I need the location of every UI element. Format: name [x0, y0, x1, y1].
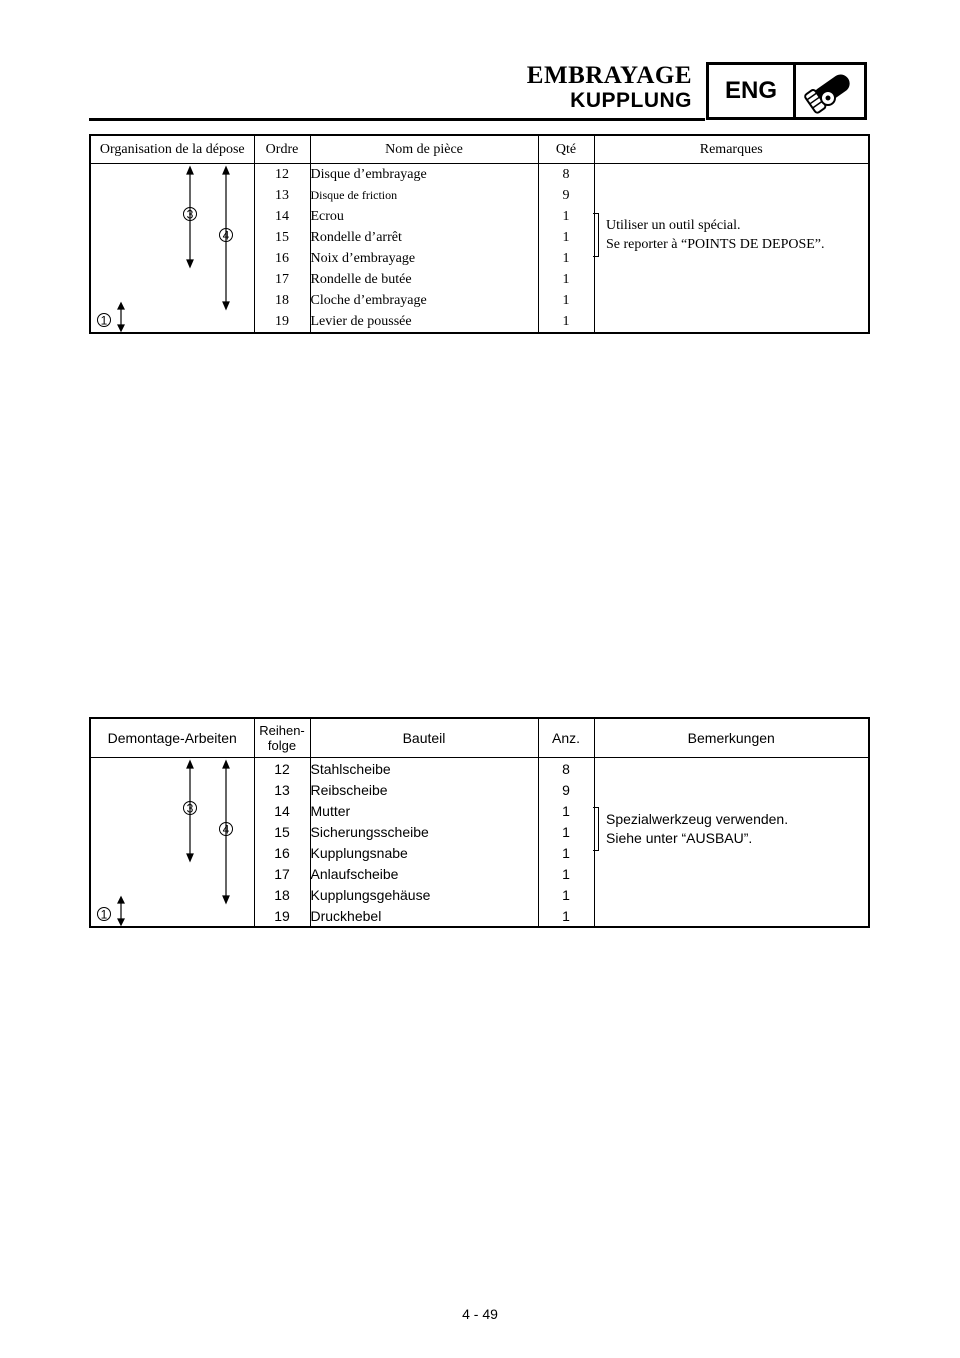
- row-qty: 1: [538, 290, 594, 311]
- row-part-name: Reibscheibe: [310, 779, 538, 800]
- row-part-name: Noix d’embrayage: [310, 248, 538, 269]
- section-title-de: KUPPLUNG: [570, 89, 692, 112]
- row-order: 12: [254, 164, 310, 186]
- col-header-bauteil: Bauteil: [310, 718, 538, 758]
- row-order: 17: [254, 269, 310, 290]
- remarks-bracket-fr: [593, 213, 599, 257]
- col-header-anz: Anz.: [538, 718, 594, 758]
- section-title-fr: EMBRAYAGE: [526, 62, 692, 89]
- remarks-de: [606, 810, 788, 848]
- row-qty: 1: [538, 863, 594, 884]
- row-part-name: Mutter: [310, 800, 538, 821]
- row-part-name: Cloche d’embrayage: [310, 290, 538, 311]
- row-order: 19: [254, 905, 310, 927]
- col-header-organisation: Organisation de la dépose: [90, 135, 254, 164]
- row-part-name: Kupplungsnabe: [310, 842, 538, 863]
- row-part-name: Anlaufscheibe: [310, 863, 538, 884]
- row-qty: 1: [538, 206, 594, 227]
- header-rule: [89, 118, 705, 121]
- row-order: 15: [254, 227, 310, 248]
- step-marker-1: 1: [100, 313, 108, 328]
- row-order: 17: [254, 863, 310, 884]
- col-header-reihenfolge-line-1: Reihen-: [259, 723, 305, 738]
- col-header-demontage: Demontage-Arbeiten: [90, 718, 254, 758]
- col-header-ordre: Ordre: [254, 135, 310, 164]
- row-qty: 1: [538, 884, 594, 905]
- row-part-name: Sicherungsscheibe: [310, 821, 538, 842]
- section-badge: [706, 62, 867, 120]
- row-qty: 8: [538, 758, 594, 780]
- col-header-remarques: Remarques: [594, 135, 869, 164]
- remarks-fr: [606, 216, 825, 254]
- row-order: 18: [254, 884, 310, 905]
- row-part-name: Kupplungsgehäuse: [310, 884, 538, 905]
- row-order: 16: [254, 248, 310, 269]
- row-order: 16: [254, 842, 310, 863]
- row-part-name: Levier de poussée: [310, 311, 538, 333]
- section-badge-label: ENG: [709, 65, 796, 117]
- step-marker-3: 3: [186, 801, 194, 816]
- row-qty: 1: [538, 905, 594, 927]
- engine-piston-icon: [796, 65, 864, 117]
- row-order: 13: [254, 185, 310, 206]
- row-qty: 1: [538, 269, 594, 290]
- table-header-row: [90, 135, 869, 164]
- table-row: [90, 164, 869, 186]
- row-order: 19: [254, 311, 310, 333]
- col-header-bemerkungen: Bemerkungen: [594, 718, 869, 758]
- row-qty: 1: [538, 311, 594, 333]
- row-qty: 1: [538, 248, 594, 269]
- col-header-reihenfolge: [254, 718, 310, 758]
- row-qty: 1: [538, 842, 594, 863]
- row-order: 14: [254, 800, 310, 821]
- row-order: 14: [254, 206, 310, 227]
- step-marker-4: 4: [222, 228, 230, 243]
- row-part-name: Druckhebel: [310, 905, 538, 927]
- row-part-name: Disque d’embrayage: [310, 164, 538, 186]
- disassembly-sequence-arrows: [91, 758, 251, 926]
- row-qty: 9: [538, 779, 594, 800]
- table-row: [90, 758, 869, 780]
- row-order: 12: [254, 758, 310, 780]
- row-order: 13: [254, 779, 310, 800]
- table-header-row: [90, 718, 869, 758]
- col-header-nom: Nom de pièce: [310, 135, 538, 164]
- row-qty: 1: [538, 800, 594, 821]
- page-number: 4 - 49: [462, 1306, 498, 1322]
- row-part-name: Stahlscheibe: [310, 758, 538, 780]
- row-part-name: Ecrou: [310, 206, 538, 227]
- step-marker-1: 1: [100, 907, 108, 922]
- row-qty: 1: [538, 821, 594, 842]
- row-qty: 1: [538, 227, 594, 248]
- row-part-name: Disque de friction: [310, 185, 538, 206]
- col-header-qte: Qté: [538, 135, 594, 164]
- row-qty: 9: [538, 185, 594, 206]
- remark-line-1: Utiliser un outil spécial.: [606, 218, 741, 233]
- row-part-name: Rondelle d’arrêt: [310, 227, 538, 248]
- col-header-reihenfolge-line-2: folge: [267, 738, 297, 753]
- step-marker-4: 4: [222, 822, 230, 837]
- step-marker-3: 3: [186, 207, 194, 222]
- disassembly-sequence-arrows: [91, 164, 251, 332]
- remark-line-2: Siehe unter “AUSBAU”.: [606, 830, 753, 846]
- remark-line-1: Spezialwerkzeug verwenden.: [606, 811, 789, 827]
- row-order: 15: [254, 821, 310, 842]
- row-qty: 8: [538, 164, 594, 186]
- remark-line-2: Se reporter à “POINTS DE DEPOSE”.: [606, 237, 825, 252]
- row-part-name: Rondelle de butée: [310, 269, 538, 290]
- row-order: 18: [254, 290, 310, 311]
- remarks-bracket-de: [593, 807, 599, 851]
